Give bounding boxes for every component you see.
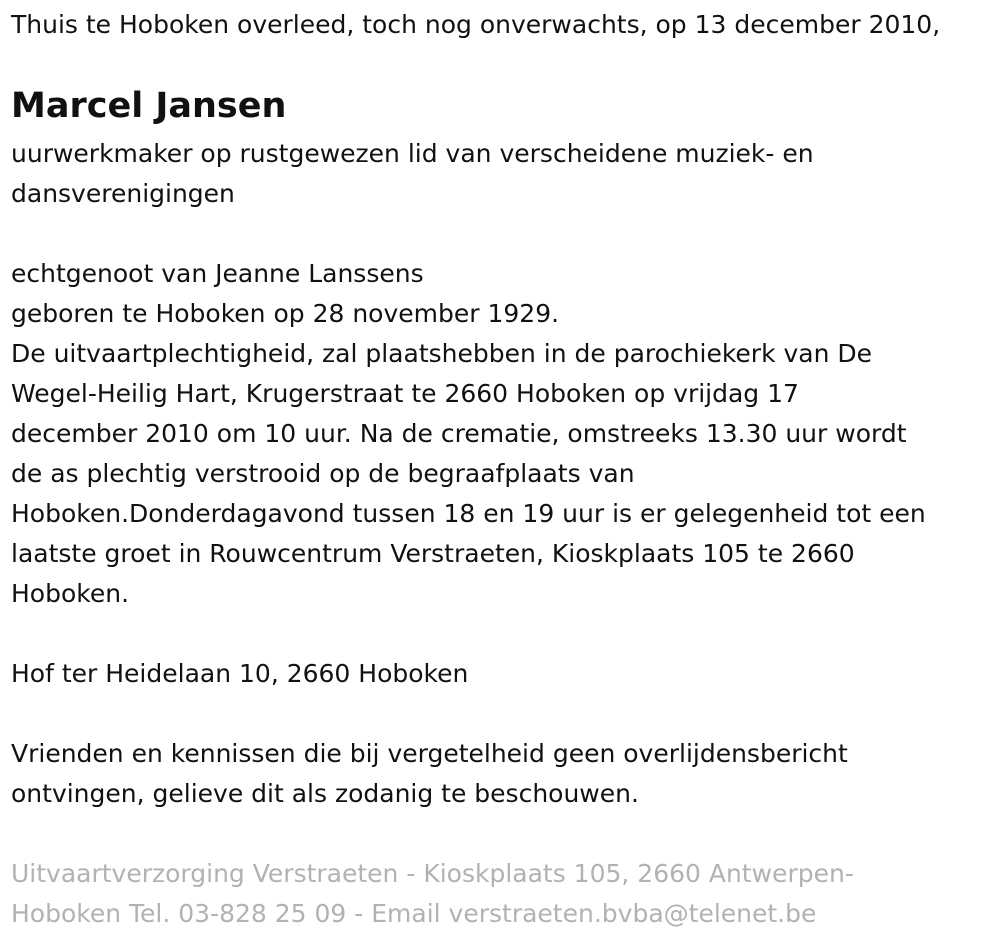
intro-text: Thuis te Hoboken overleed, toch nog onverwachts, op 13 december 2010, bbox=[11, 10, 941, 39]
funeral-text-line: de as plechtig verstrooid op de begraafplaats van bbox=[11, 459, 635, 488]
funeral-text-line: Hoboken.Donderdagavond tussen 18 en 19 uur is er gelegenheid tot een bbox=[11, 499, 926, 528]
funeral-text-line: Hoboken. bbox=[11, 579, 130, 608]
home-address-line: Hof ter Heidelaan 10, 2660 Hoboken bbox=[11, 659, 469, 688]
funeral-text-line: december 2010 om 10 uur. Na de crematie, omstreeks 13.30 uur wordt bbox=[11, 419, 907, 448]
notice-line: ontvingen, gelieve dit als zodanig te beschouwen. bbox=[11, 779, 639, 808]
funeral-details bbox=[11, 254, 926, 614]
footer-line: Uitvaartverzorging Verstraeten - Kioskplaats 105, 2660 Antwerpen- bbox=[11, 859, 854, 888]
notice-line: Vrienden en kennissen die bij vergetelheid geen overlijdensbericht bbox=[11, 739, 848, 768]
footer-line: Hoboken Tel. 03-828 25 09 - Email verstraeten.bvba@telenet.be bbox=[11, 899, 817, 928]
spouse-line: echtgenoot van Jeanne Lanssens bbox=[11, 259, 424, 288]
funeral-text-line: laatste groet in Rouwcentrum Verstraeten, Kioskplaats 105 te 2660 bbox=[11, 539, 855, 568]
funeral-home-footer bbox=[11, 854, 854, 934]
occupation-line: uurwerkmaker op rustgewezen lid van verscheidene muziek- en bbox=[11, 139, 814, 168]
funeral-text-line: Wegel-Heilig Hart, Krugerstraat te 2660 Hoboken op vrijdag 17 bbox=[11, 379, 799, 408]
deceased-name: Marcel Jansen bbox=[11, 86, 287, 126]
home-address bbox=[11, 654, 468, 694]
funeral-text-line: De uitvaartplechtigheid, zal plaatshebben in de parochiekerk van De bbox=[11, 339, 873, 368]
birth-line: geboren te Hoboken op 28 november 1929. bbox=[11, 299, 560, 328]
occupation-line: dansverenigingen bbox=[11, 179, 235, 208]
notice-message bbox=[11, 734, 848, 814]
occupation-description bbox=[11, 134, 814, 214]
